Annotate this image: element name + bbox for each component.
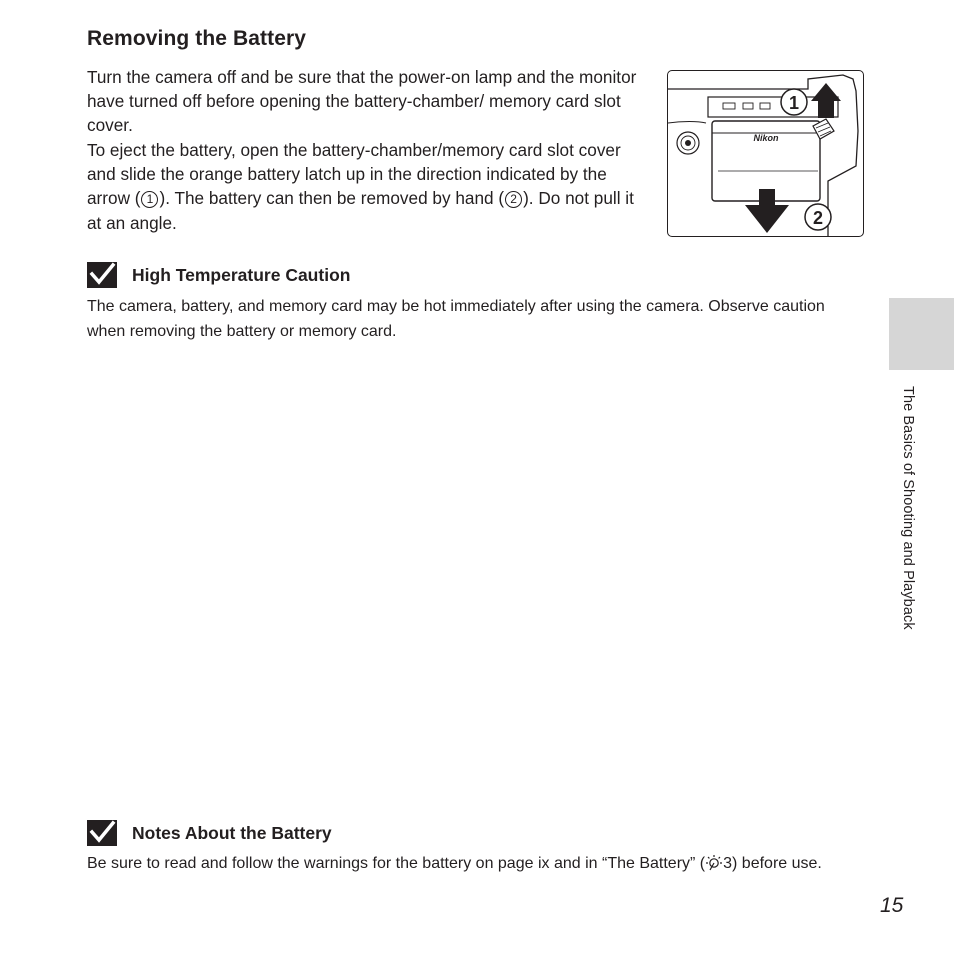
note-text-part: ) before use. bbox=[732, 855, 822, 872]
callout-1-number: 1 bbox=[788, 93, 800, 113]
note-text-high-temperature: The camera, battery, and memory card may be hot immediately after using the camera. Observe caution when removing the battery or memory card. bbox=[87, 298, 825, 340]
paragraph-text: ). The battery can then be removed by hand ( bbox=[159, 188, 505, 209]
chapter-tab bbox=[889, 298, 954, 370]
page-number: 15 bbox=[880, 894, 904, 917]
step-1-marker: 1 bbox=[141, 191, 158, 208]
instruction-paragraph-1: Turn the camera off and be sure that the power-on lamp and the monitor have turned off before opening the battery-chamber/ memory card slot cover. bbox=[87, 67, 637, 136]
paragraph-text: ). Do not pull it at an angle. bbox=[87, 188, 634, 233]
note-title: Notes About the Battery bbox=[132, 822, 332, 843]
arrow-up-icon bbox=[811, 83, 841, 118]
battery-brand-label: Nikon bbox=[753, 133, 779, 143]
check-icon bbox=[87, 262, 117, 288]
note-text-battery bbox=[87, 852, 867, 877]
reference-page: 3 bbox=[723, 855, 733, 872]
note-title: High Temperature Caution bbox=[132, 264, 351, 285]
note-text-part: Be sure to read and follow the warnings for the battery on page ix and in “The Battery” ( bbox=[87, 855, 706, 872]
battery-removal-illustration bbox=[667, 70, 864, 237]
paragraph-text: To eject the battery, open the battery-chamber/memory card slot cover and slide the orange battery latch up in the direction indicated by the arrow ( bbox=[87, 140, 621, 209]
reference-icon bbox=[705, 853, 723, 871]
step-2-marker: 2 bbox=[505, 191, 522, 208]
check-icon bbox=[87, 820, 117, 846]
note-heading-high-temperature bbox=[87, 262, 350, 288]
instruction-paragraph-2 bbox=[87, 138, 647, 235]
note-heading-battery bbox=[87, 820, 332, 846]
callout-2-number: 2 bbox=[812, 208, 824, 228]
chapter-tab-label: The Basics of Shooting and Playback bbox=[900, 386, 916, 630]
section-heading: Removing the Battery bbox=[87, 27, 307, 50]
